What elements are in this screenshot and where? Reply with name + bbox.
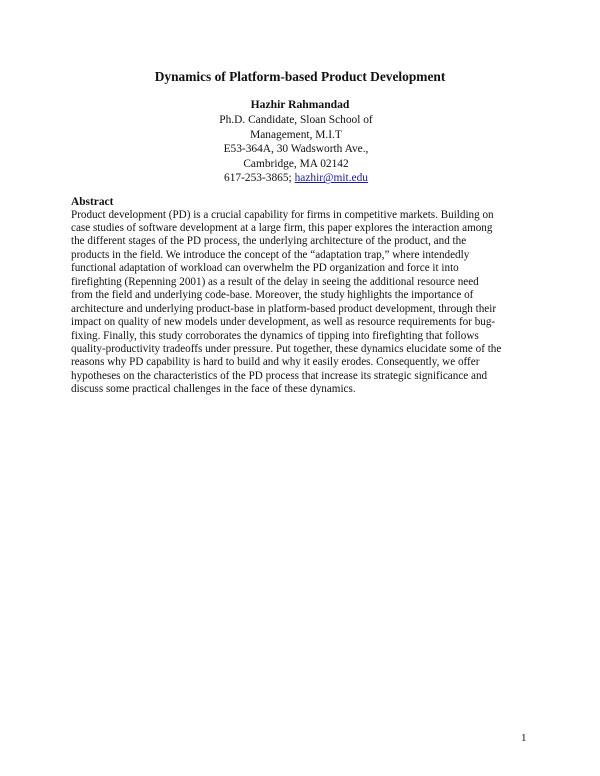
abstract-heading: Abstract: [71, 196, 114, 208]
abstract-body: [71, 209, 541, 397]
abstract-line: reasons why PD capability is hard to build and why it easily erodes. Consequently, we offer: [71, 356, 480, 369]
abstract-line: discuss some practical challenges in the face of these dynamics.: [71, 383, 356, 396]
affiliation-line: E53-364A, 30 Wadsworth Ave.,: [223, 143, 369, 156]
abstract-line: functional adaptation of workload can overwhelm the PD organization and force it into: [71, 262, 459, 275]
abstract-line: from the field and underlying code-base. Moreover, the study highlights the importance of: [71, 289, 474, 302]
abstract-line: quality-productivity tradeoffs under pressure. Put together, these dynamics elucidate some of the: [71, 343, 502, 356]
page-number: 1: [521, 732, 527, 744]
paper-title: Dynamics of Platform-based Product Development: [154, 69, 446, 84]
author-name: Hazhir Rahmandad: [250, 98, 350, 111]
author-affiliation: [196, 113, 396, 186]
abstract-line: architecture and underlying product-base in platform-based product development, through their: [71, 302, 497, 315]
affiliation-line: Cambridge, MA 02142: [243, 157, 349, 170]
abstract-line: the different stages of the PD process, the underlying architecture of the product, and the: [71, 235, 467, 248]
abstract-line: hypotheses on the characteristics of the PD process that increase its strategic significance and: [71, 369, 488, 382]
abstract-line: Product development (PD) is a crucial capability for firms in competitive markets. Building on: [71, 208, 494, 221]
abstract-line: fixing. Finally, this study corroborates the dynamics of tipping into firefighting that follows: [71, 329, 479, 342]
abstract-line: products in the field. We introduce the concept of the “adaptation trap,” where intendedly: [71, 248, 470, 261]
affiliation-line: Ph.D. Candidate, Sloan School of: [219, 114, 373, 126]
abstract-line: firefighting (Repenning 2001) as a result of the delay in seeing the additional resource need: [71, 275, 479, 288]
affiliation-line: Management, M.I.T: [250, 128, 342, 141]
abstract-line: impact on quality of new models under development, as well as resource requirements for bug-: [71, 316, 496, 329]
email-link[interactable]: hazhir@mit.edu: [294, 172, 368, 185]
contact-line: [196, 171, 396, 186]
abstract-line: case studies of software development at a large firm, this paper explores the interaction among: [71, 221, 493, 234]
phone-number: 617-253-3865;: [224, 172, 295, 185]
